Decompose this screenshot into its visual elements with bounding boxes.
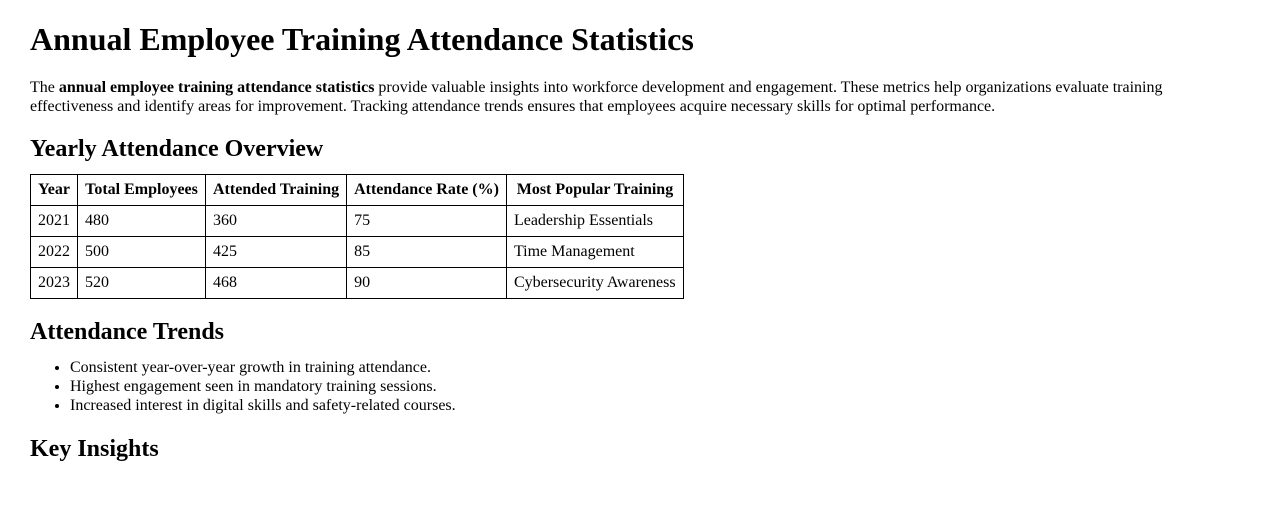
intro-lead-text: The: [30, 78, 59, 96]
cell-total-employees: 500: [78, 237, 206, 268]
cell-attendance-rate: 75: [347, 206, 507, 237]
list-item: • Consistent year-over-year growth in training attendance.: [70, 358, 1248, 377]
section-heading-key-insights: Key Insights: [30, 435, 159, 462]
column-header-rate: Attendance Rate (%): [347, 175, 507, 206]
cell-total-employees: 480: [78, 206, 206, 237]
cell-most-popular-training: Time Management: [506, 237, 683, 268]
attendance-table: [30, 174, 684, 299]
section-heading-overview: Yearly Attendance Overview: [30, 135, 324, 162]
cell-attended-training: 360: [206, 206, 347, 237]
intro-rest-text: provide valuable insights into workforce development and engagement. These metrics help organizations evaluate training effectiveness and identify areas for improvement. Tracking attendance trends ensures that employees acquire necessary skills for optimal performance.: [30, 78, 1163, 115]
column-header-total: Total Employees: [78, 175, 206, 206]
intro-paragraph: [30, 78, 1248, 116]
column-header-popular: Most Popular Training: [506, 175, 683, 206]
cell-year: 2023: [31, 268, 78, 299]
cell-attendance-rate: 90: [347, 268, 507, 299]
cell-year: 2022: [31, 237, 78, 268]
table-row: [31, 268, 684, 299]
attendance-trends-list: [30, 358, 1248, 415]
intro-bold-phrase: annual employee training attendance statistics: [58, 78, 375, 96]
document-body: [0, 21, 1278, 464]
cell-attendance-rate: 85: [347, 237, 507, 268]
table-row: [31, 206, 684, 237]
cell-attended-training: 425: [206, 237, 347, 268]
list-item: • Increased interest in digital skills and safety-related courses.: [70, 396, 1248, 415]
cell-most-popular-training: Leadership Essentials: [506, 206, 683, 237]
column-header-year: Year: [31, 175, 78, 206]
table-row: [31, 237, 684, 268]
cell-year: 2021: [31, 206, 78, 237]
list-item: • Highest engagement seen in mandatory training sessions.: [70, 377, 1248, 396]
table-header-row: [31, 175, 684, 206]
section-heading-trends: Attendance Trends: [30, 319, 225, 346]
column-header-attended: Attended Training: [206, 175, 347, 206]
cell-attended-training: 468: [206, 268, 347, 299]
page-title: Annual Employee Training Attendance Statistics: [30, 21, 694, 57]
cell-total-employees: 520: [78, 268, 206, 299]
cell-most-popular-training: Cybersecurity Awareness: [506, 268, 683, 299]
